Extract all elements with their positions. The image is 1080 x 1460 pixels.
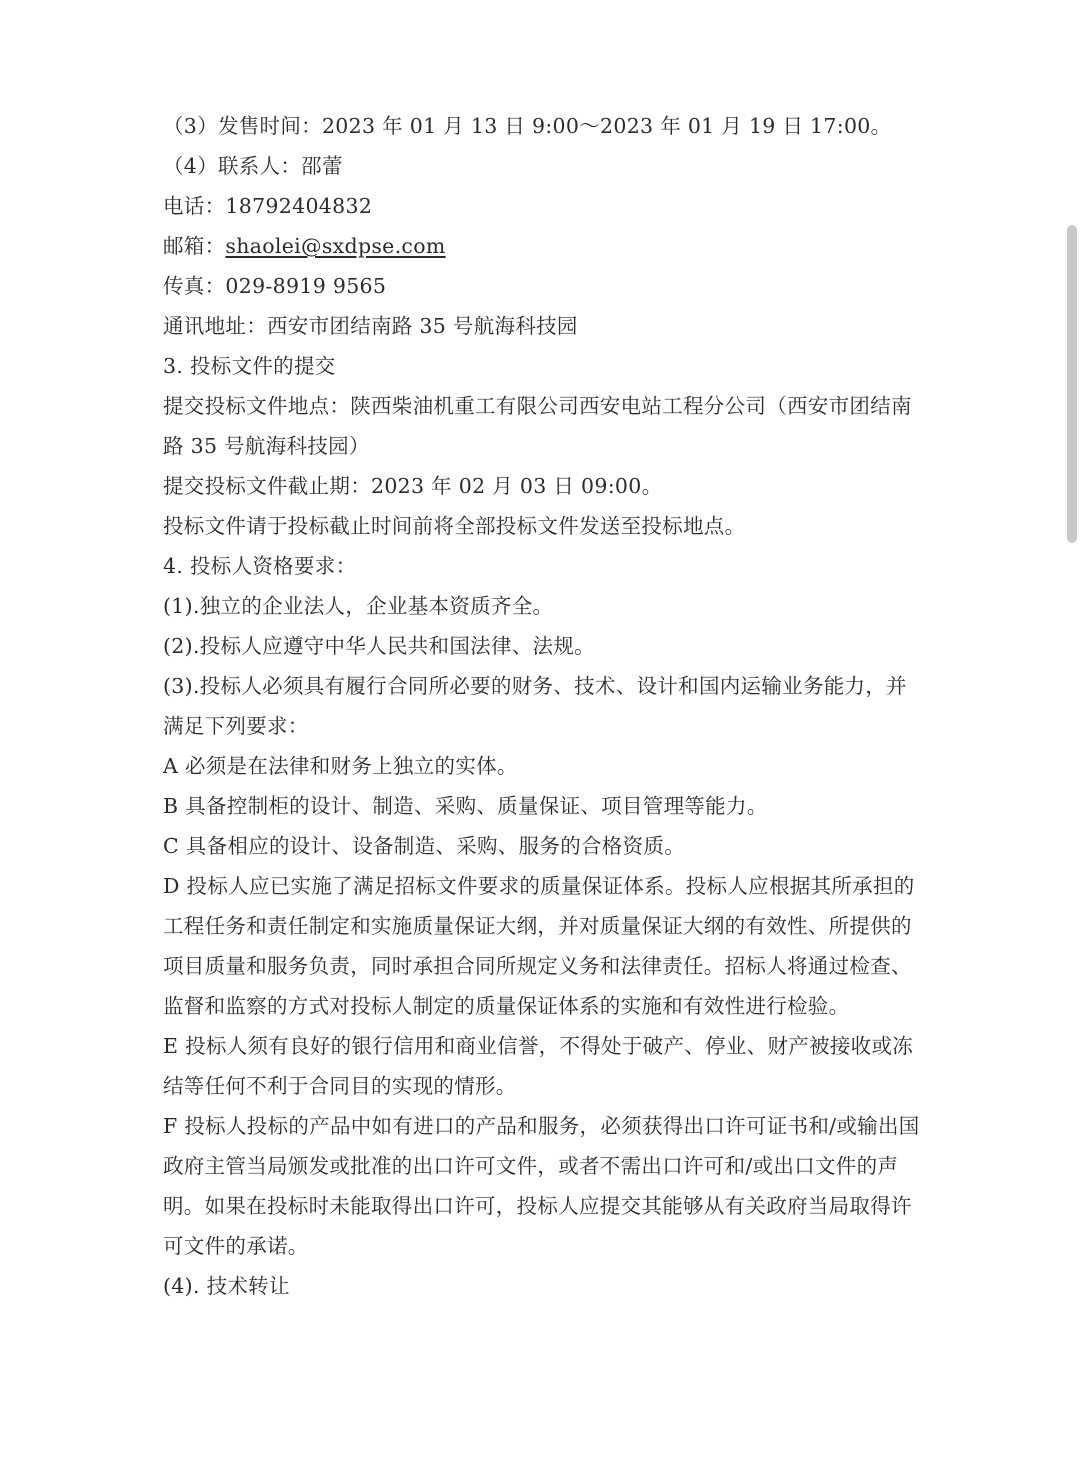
requirement-sub-e: E 投标人须有良好的银行信用和商业信誉，不得处于破产、停业、财产被接收或冻结等任何不利于合同目的实现的情形。 [163,1034,914,1098]
submission-instruction-line: 投标文件请于投标截止时间前将全部投标文件发送至投标地点。 [163,514,746,538]
requirement-sub-a: A 必须是在法律和财务上独立的实体。 [163,754,518,778]
requirement-item-1: (1).独立的企业法人，企业基本资质齐全。 [163,594,554,618]
document-body [163,106,923,1306]
submission-location-paragraph: 提交投标文件地点：陕西柴油机重工有限公司西安电站工程分公司（西安市团结南路 35 号航海科技园） [163,394,912,458]
requirement-item-3: (3).投标人必须具有履行合同所必要的财务、技术、设计和国内运输业务能力，并满足下列要求： [163,674,907,738]
email-line [163,226,923,266]
requirement-item-2: (2).投标人应遵守中华人民共和国法律、法规。 [163,634,595,658]
requirement-sub-f: F 投标人投标的产品中如有进口的产品和服务，必须获得出口许可证书和/或输出国政府主管当局颁发或批准的出口许可文件，或者不需出口许可和/或出口文件的声明。如果在投标时未能取得出口许可，投标人应提交其能够从有关政府当局取得许可文件的承诺。 [163,1114,920,1258]
email-label: 邮箱： [163,234,226,258]
fax-line [163,266,923,306]
requirement-sub-b: B 具备控制柜的设计、制造、采购、质量保证、项目管理等能力。 [163,794,768,818]
section-heading-submission: 3. 投标文件的提交 [163,354,336,378]
requirement-item-4: (4). 技术转让 [163,1274,290,1298]
contact-person-line: （4）联系人：邵蕾 [163,154,343,178]
phone-value: 18792404832 [225,194,373,218]
submission-deadline-line: 提交投标文件截止期：2023 年 02 月 03 日 09:00。 [163,474,663,498]
section-heading-qualification: 4. 投标人资格要求： [163,554,357,578]
sale-time-line: （3）发售时间：2023 年 01 月 13 日 9:00～2023 年 01 月 19 日 17:00。 [163,114,892,138]
phone-line [163,186,923,226]
email-link[interactable]: shaolei@sxdpse.com [225,234,446,258]
phone-label: 电话： [163,194,226,218]
requirement-sub-c: C 具备相应的设计、设备制造、采购、服务的合格资质。 [163,834,685,858]
address-line: 通讯地址：西安市团结南路 35 号航海科技园 [163,314,578,338]
fax-label: 传真： [163,274,226,298]
requirement-sub-d: D 投标人应已实施了满足招标文件要求的质量保证体系。投标人应根据其所承担的工程任务和责任制定和实施质量保证大纲，并对质量保证大纲的有效性、所提供的项目质量和服务负责，同时承担合同所规定义务和法律责任。招标人将通过检查、监督和监察的方式对投标人制定的质量保证体系的实施和有效性进行检验。 [163,874,915,1018]
fax-value: 029-8919 9565 [225,274,387,298]
vertical-scrollbar[interactable] [1067,225,1077,543]
